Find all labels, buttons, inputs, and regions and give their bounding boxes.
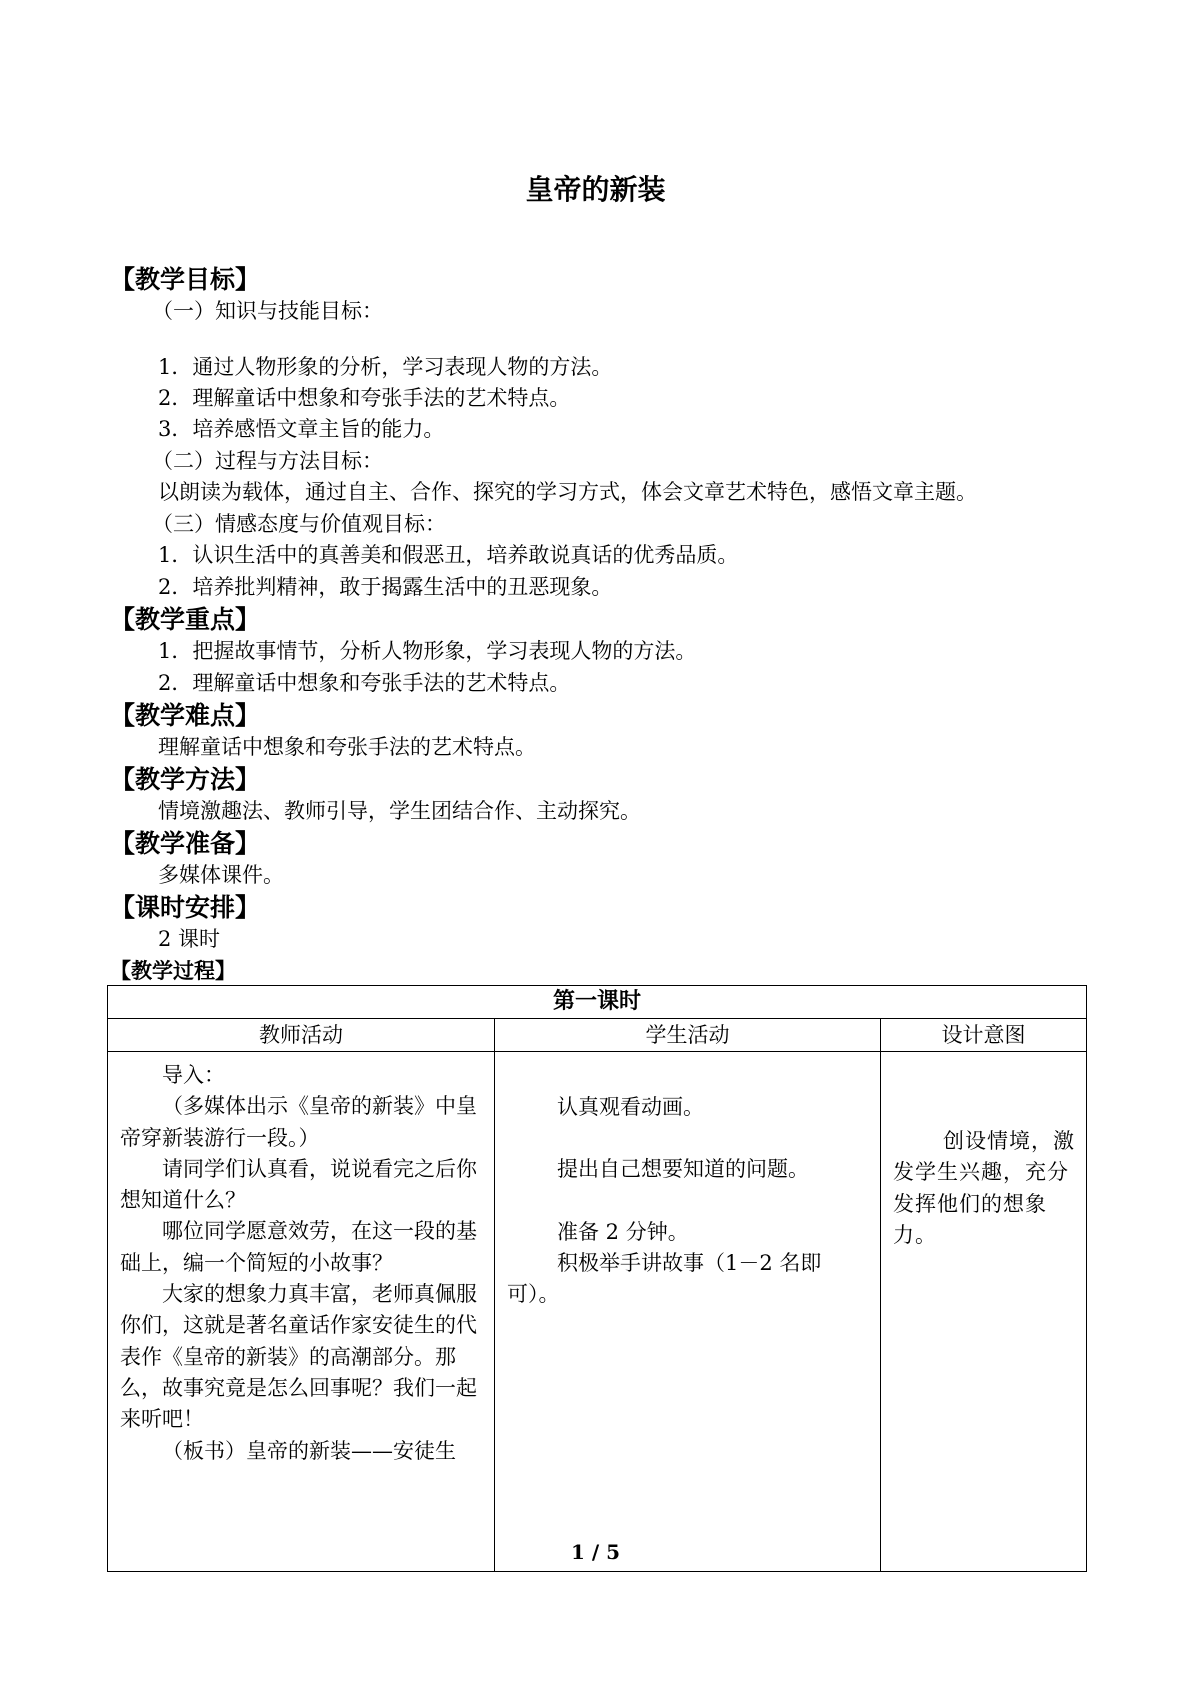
objective-item: 2．培养批判精神，敢于揭露生活中的丑恶现象。 bbox=[158, 575, 613, 599]
preparation-text: 多媒体课件。 bbox=[158, 863, 284, 887]
objective-item: 3．培养感悟文章主旨的能力。 bbox=[158, 417, 445, 441]
key-point-item: 2．理解童话中想象和夸张手法的艺术特点。 bbox=[158, 671, 571, 695]
student-paragraph: 准备 2 分钟。 bbox=[557, 1219, 689, 1244]
methods-text: 情境激趣法、教师引导，学生团结合作、主动探究。 bbox=[158, 799, 641, 823]
heading-schedule: 【课时安排】 bbox=[110, 893, 261, 922]
header-student: 学生活动 bbox=[495, 1019, 881, 1052]
key-point-item: 1．把握故事情节，分析人物形象，学习表现人物的方法。 bbox=[158, 639, 697, 663]
header-teacher: 教师活动 bbox=[108, 1019, 495, 1052]
objective-sub1: （一）知识与技能目标： bbox=[152, 299, 383, 323]
objective-sub2: （二）过程与方法目标： bbox=[152, 449, 383, 473]
page-number: 1 / 5 bbox=[570, 1540, 621, 1564]
intent-paragraph: 创设情境，激发学生兴趣，充分发挥他们的想象力。 bbox=[893, 1129, 1075, 1247]
student-paragraph: 积极举手讲故事（1－2 名即可）。 bbox=[507, 1250, 822, 1307]
design-intent-cell bbox=[881, 1052, 1087, 1572]
teacher-paragraph: （板书）皇帝的新装——安徒生 bbox=[162, 1438, 456, 1463]
objective-sub3: （三）情感态度与价值观目标： bbox=[152, 512, 446, 536]
teacher-paragraph: 请同学们认真看，说说看完之后你想知道什么？ bbox=[120, 1156, 477, 1213]
schedule-text: 2 课时 bbox=[158, 927, 221, 951]
teacher-paragraph: 导入： bbox=[162, 1063, 225, 1087]
heading-preparation: 【教学准备】 bbox=[110, 829, 261, 858]
heading-objectives: 【教学目标】 bbox=[110, 265, 261, 294]
objective-item: 2．理解童话中想象和夸张手法的艺术特点。 bbox=[158, 386, 571, 410]
heading-key-points: 【教学重点】 bbox=[110, 605, 261, 634]
heading-methods: 【教学方法】 bbox=[110, 765, 261, 794]
objective-item: 1．通过人物形象的分析，学习表现人物的方法。 bbox=[158, 355, 613, 379]
objective-sub2-text: 以朗读为载体，通过自主、合作、探究的学习方式，体会文章艺术特色，感悟文章主题。 bbox=[158, 480, 977, 504]
heading-difficulties: 【教学难点】 bbox=[110, 701, 261, 730]
session-title: 第一课时 bbox=[108, 986, 1087, 1019]
teacher-activity-cell bbox=[108, 1052, 495, 1572]
document-title: 皇帝的新装 bbox=[525, 173, 666, 206]
difficulties-text: 理解童话中想象和夸张手法的艺术特点。 bbox=[158, 735, 536, 759]
teacher-paragraph: 大家的想象力真丰富，老师真佩服你们，这就是著名童话作家安徒生的代表作《皇帝的新装》的高潮部分。那么，故事究竟是怎么回事呢？我们一起来听吧！ bbox=[120, 1282, 477, 1432]
teacher-paragraph: （多媒体出示《皇帝的新装》中皇帝穿新装游行一段。） bbox=[120, 1094, 477, 1150]
teacher-paragraph: 哪位同学愿意效劳，在这一段的基础上，编一个简短的小故事？ bbox=[120, 1219, 477, 1275]
heading-process: 【教学过程】 bbox=[110, 959, 236, 983]
student-paragraph: 认真观看动画。 bbox=[557, 1095, 704, 1119]
student-activity-cell bbox=[495, 1052, 881, 1572]
process-table bbox=[107, 985, 1087, 1572]
header-intent: 设计意图 bbox=[881, 1019, 1087, 1052]
student-paragraph: 提出自己想要知道的问题。 bbox=[557, 1157, 809, 1182]
objective-item: 1．认识生活中的真善美和假恶丑，培养敢说真话的优秀品质。 bbox=[158, 543, 739, 567]
